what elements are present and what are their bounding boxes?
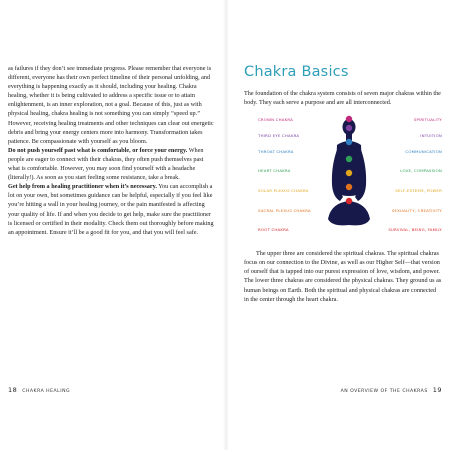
chakra-dot (346, 198, 352, 204)
chakra-dot (346, 125, 352, 131)
chakra-quality-label: SEXUALITY, CREATIVITY (391, 208, 442, 214)
chakra-dot (346, 139, 352, 145)
chakra-quality-label: LOVE, COMPASSION (400, 168, 442, 174)
chakra-name-label: THIRD EYE CHAKRA (258, 133, 300, 139)
chakra-quality-label: COMMUNICATION (405, 149, 442, 155)
chakra-name-label: ROOT CHAKRA (258, 227, 289, 233)
chakra-dot (346, 116, 352, 122)
chakra-quality-label: SPIRITUALITY (413, 117, 442, 123)
chakra-quality-label: SELF-ESTEEM, POWER (395, 188, 442, 194)
chakra-dot (346, 156, 352, 162)
page-number-left: 18 (8, 386, 18, 394)
section-title: Chakra Basics (244, 64, 349, 80)
tip-no-forcing (8, 146, 214, 182)
meditating-figure-illustration (326, 115, 372, 233)
chakra-quality-label: SURVIVAL, BEING, FAMILY (388, 227, 442, 233)
tip-get-help-heading: Get help from a healing practitioner when it’s necessary. (8, 183, 157, 191)
chakra-quality-label: INTUITION (420, 133, 442, 139)
chakra-name-label: SOLAR PLEXUS CHAKRA (258, 188, 309, 194)
left-paragraph-1: as failures if they don’t see immediate progress. Please remember that everyone is different, everyone has their own perfect timeline of their personal unfolding, and everything is happening exactly as it should, including your healing. Chakra healing, whether it is being cultivated to address a specific issue or to attain enlightenment, is an inner exploration, not a goal. Because of this, just as with physical healing, chakra healing is not something you can simply “speed up.” However, receiving healing treatments and other techniques can clear out energetic debris and bring your energy centers more into harmony. Transformation takes patience. Be compassionate with yourself as you bloom. (8, 65, 214, 145)
tip-no-forcing-heading: Do not push yourself past what is comfortable, or force your energy. (8, 146, 188, 154)
tip-get-help (8, 182, 214, 237)
running-title-right: AN OVERVIEW OF THE CHAKRAS (340, 389, 428, 394)
chakra-dot (346, 170, 352, 176)
left-page (8, 64, 214, 237)
chakra-dot (346, 184, 352, 190)
chakra-name-label: THROAT CHAKRA (258, 149, 294, 155)
tip-no-forcing-text: When people are eager to connect with their chakras, they often push themselves past what is comfortable. However, you may soon find yourself with a headache (literally!). As soon as you start feeling some resistance, take a break. (8, 146, 204, 182)
intro-paragraph: The foundation of the chakra system consists of seven major chakras within the body. They each serve a purpose and are all interconnected. (244, 90, 441, 107)
chakra-name-label: CROWN CHAKRA (258, 117, 293, 123)
chakra-diagram (244, 113, 442, 235)
right-page (244, 64, 442, 304)
chakra-name-label: SACRAL PLEXUS CHAKRA (258, 208, 311, 214)
footer-right (341, 386, 442, 394)
tip-get-help-text: You can accomplish a lot on your own, but sometimes guidance can be helpful, especially if you feel like you’re hitting a wall in your healing journey, or the pain manifested is affecting your quality of life. If and when you decide to get help, make sure the practitioner is licensed or certified in their modality. Check them out thoroughly before making an appointment. Ensure it’ll be a good fit for you, and that you will feel safe. (8, 183, 214, 236)
chakra-name-label: HEART CHAKRA (258, 168, 291, 174)
footer-left (8, 386, 70, 394)
running-title-left: CHAKRA HEALING (22, 389, 71, 394)
book-gutter (223, 0, 229, 450)
page-number-right: 19 (432, 386, 442, 394)
body-paragraph: The upper three are considered the spiritual chakras. The spiritual chakras focus on our connection to the Divine, as well as our Higher Self—that version of ourself that is tapped into our purest expression of love, wisdom, and power. The lower three chakras are considered the physical chakras. They ground us as human beings on Earth. Both the spiritual and physical chakras are connected in the center through the heart chakra. (244, 250, 442, 303)
